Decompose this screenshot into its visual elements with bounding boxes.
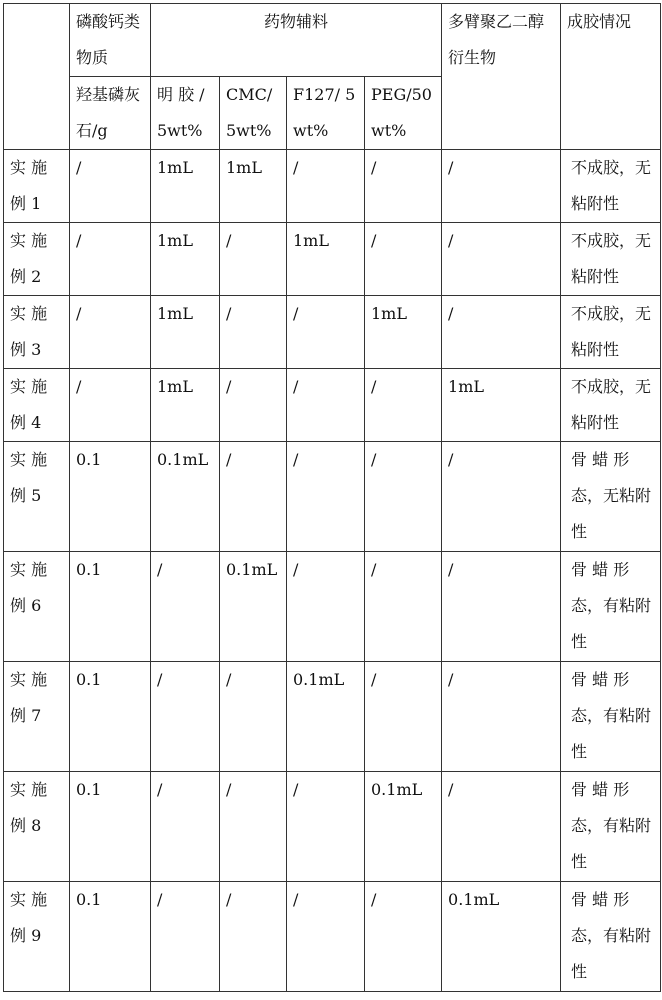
cell-multiarm: / <box>442 442 561 552</box>
cell-cmc: 0.1mL <box>220 552 287 662</box>
cell-multiarm: / <box>442 662 561 772</box>
cell-cmc: / <box>220 296 287 369</box>
cell-multiarm: 0.1mL <box>442 882 561 992</box>
cell-gelatin: / <box>151 772 220 882</box>
cell-ha: / <box>70 296 151 369</box>
cell-result: 不成胶，无粘附性 <box>561 369 661 442</box>
cell-cmc: / <box>220 772 287 882</box>
cell-peg: / <box>365 552 442 662</box>
cell-gelatin: 1mL <box>151 223 220 296</box>
cell-cmc: / <box>220 442 287 552</box>
cell-result: 不成胶，无粘附性 <box>561 150 661 223</box>
cell-name: 实 施 例 4 <box>4 369 70 442</box>
cell-ha: 0.1 <box>70 442 151 552</box>
cell-multiarm: / <box>442 223 561 296</box>
cell-cmc: / <box>220 223 287 296</box>
header-gelation: 成胶情况 <box>561 4 661 150</box>
table-row <box>4 296 661 369</box>
cell-name: 实 施 例 2 <box>4 223 70 296</box>
table-row <box>4 223 661 296</box>
cell-ha: 0.1 <box>70 662 151 772</box>
header-hydroxyapatite: 羟基磷灰石/g <box>70 77 151 150</box>
cell-name: 实 施 例 6 <box>4 552 70 662</box>
cell-cmc: / <box>220 662 287 772</box>
table-row <box>4 882 661 992</box>
table-row <box>4 150 661 223</box>
cell-f127: / <box>287 772 365 882</box>
cell-ha: / <box>70 369 151 442</box>
cell-gelatin: 1mL <box>151 150 220 223</box>
cell-ha: 0.1 <box>70 882 151 992</box>
cell-multiarm: / <box>442 296 561 369</box>
cell-peg: 0.1mL <box>365 772 442 882</box>
cell-gelatin: 1mL <box>151 369 220 442</box>
cell-f127: 0.1mL <box>287 662 365 772</box>
cell-f127: / <box>287 296 365 369</box>
cell-result: 不成胶，无粘附性 <box>561 223 661 296</box>
cell-name: 实 施 例 8 <box>4 772 70 882</box>
cell-multiarm: / <box>442 772 561 882</box>
cell-ha: 0.1 <box>70 772 151 882</box>
cell-name: 实 施 例 7 <box>4 662 70 772</box>
cell-multiarm: / <box>442 150 561 223</box>
formulation-table <box>3 3 661 992</box>
cell-result: 骨 蜡 形 态，有粘附性 <box>561 552 661 662</box>
cell-peg: / <box>365 150 442 223</box>
cell-f127: / <box>287 442 365 552</box>
cell-gelatin: / <box>151 882 220 992</box>
header-cmc: CMC/ 5wt% <box>220 77 287 150</box>
cell-gelatin: 0.1mL <box>151 442 220 552</box>
cell-f127: / <box>287 552 365 662</box>
header-row-1 <box>4 4 661 77</box>
cell-f127: 1mL <box>287 223 365 296</box>
cell-ha: / <box>70 150 151 223</box>
cell-name: 实 施 例 1 <box>4 150 70 223</box>
cell-cmc: / <box>220 369 287 442</box>
cell-result: 骨 蜡 形 态，有粘附性 <box>561 662 661 772</box>
header-calcium-group: 磷酸钙类物质 <box>70 4 151 77</box>
cell-peg: / <box>365 882 442 992</box>
table-row <box>4 442 661 552</box>
cell-multiarm: / <box>442 552 561 662</box>
cell-multiarm: 1mL <box>442 369 561 442</box>
header-peg50: PEG/50 wt% <box>365 77 442 150</box>
cell-f127: / <box>287 150 365 223</box>
cell-peg: / <box>365 223 442 296</box>
cell-peg: / <box>365 662 442 772</box>
cell-name: 实 施 例 9 <box>4 882 70 992</box>
cell-f127: / <box>287 369 365 442</box>
cell-peg: / <box>365 369 442 442</box>
header-f127: F127/ 5wt% <box>287 77 365 150</box>
cell-gelatin: / <box>151 662 220 772</box>
header-peg-derivative: 多臂聚乙二醇衍生物 <box>442 4 561 150</box>
cell-gelatin: 1mL <box>151 296 220 369</box>
cell-cmc: / <box>220 882 287 992</box>
cell-result: 骨 蜡 形 态，有粘附性 <box>561 882 661 992</box>
cell-result: 骨 蜡 形 态，无粘附性 <box>561 442 661 552</box>
cell-ha: 0.1 <box>70 552 151 662</box>
cell-peg: 1mL <box>365 296 442 369</box>
corner-cell <box>4 4 70 150</box>
cell-f127: / <box>287 882 365 992</box>
table-row <box>4 772 661 882</box>
cell-peg: / <box>365 442 442 552</box>
header-excipient-group: 药物辅料 <box>151 4 442 77</box>
table-row <box>4 662 661 772</box>
cell-cmc: 1mL <box>220 150 287 223</box>
cell-name: 实 施 例 3 <box>4 296 70 369</box>
cell-gelatin: / <box>151 552 220 662</box>
header-gelatin: 明 胶 /5wt% <box>151 77 220 150</box>
table-row <box>4 552 661 662</box>
table-row <box>4 369 661 442</box>
cell-ha: / <box>70 223 151 296</box>
cell-name: 实 施 例 5 <box>4 442 70 552</box>
cell-result: 骨 蜡 形 态，有粘附性 <box>561 772 661 882</box>
cell-result: 不成胶，无粘附性 <box>561 296 661 369</box>
